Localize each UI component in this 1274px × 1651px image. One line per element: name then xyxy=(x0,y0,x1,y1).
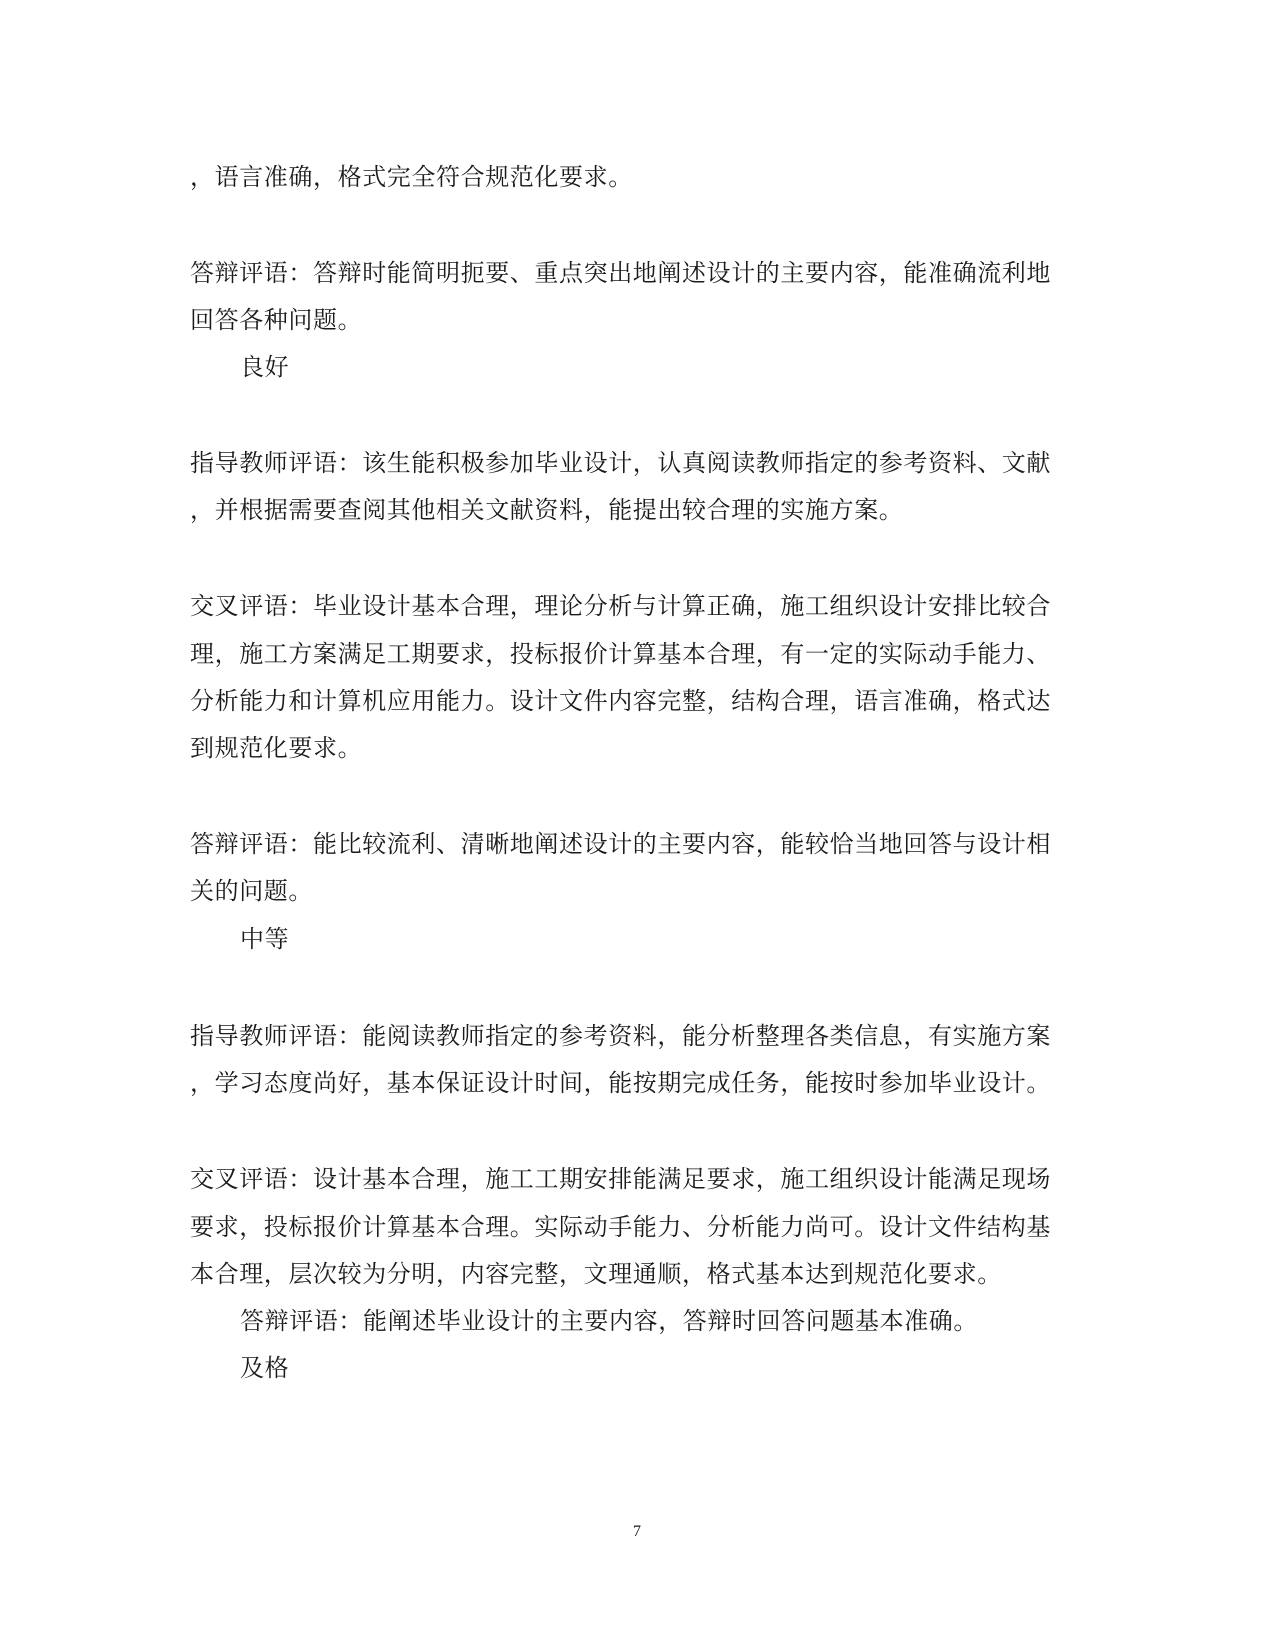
text-line: ，语言准确，格式完全符合规范化要求。 xyxy=(190,163,633,191)
text-line: 要求，投标报价计算基本合理。实际动手能力、分析能力尚可。设计文件结构基 xyxy=(190,1213,1051,1241)
text-line: 关的问题。 xyxy=(190,877,313,905)
grade-heading: 中等 xyxy=(240,925,290,953)
text-line: 交叉评语：设计基本合理，施工工期安排能满足要求，施工组织设计能满足现场 xyxy=(190,1165,1051,1193)
page-number: 7 xyxy=(633,1523,641,1540)
grade-heading: 及格 xyxy=(240,1354,290,1382)
text-line: 指导教师评语：能阅读教师指定的参考资料，能分析整理各类信息，有实施方案 xyxy=(190,1022,1051,1050)
text-line: 答辩评语：能比较流利、清晰地阐述设计的主要内容，能较恰当地回答与设计相 xyxy=(190,830,1051,858)
text-line: ，学习态度尚好，基本保证设计时间，能按期完成任务，能按时参加毕业设计。 xyxy=(190,1069,1051,1097)
text-line: 答辩评语：能阐述毕业设计的主要内容，答辩时回答问题基本准确。 xyxy=(240,1307,978,1335)
text-line: 指导教师评语：该生能积极参加毕业设计，认真阅读教师指定的参考资料、文献 xyxy=(190,449,1051,477)
text-line: 到规范化要求。 xyxy=(190,734,363,762)
text-line: 本合理，层次较为分明，内容完整，文理通顺，格式基本达到规范化要求。 xyxy=(190,1260,1002,1288)
text-line: 答辩评语：答辩时能简明扼要、重点突出地阐述设计的主要内容，能准确流利地 xyxy=(190,259,1051,287)
text-line: 交叉评语：毕业设计基本合理，理论分析与计算正确，施工组织设计安排比较合 xyxy=(190,592,1051,620)
grade-heading: 良好 xyxy=(240,353,290,381)
text-line: 回答各种问题。 xyxy=(190,306,363,334)
text-line: ，并根据需要查阅其他相关文献资料，能提出较合理的实施方案。 xyxy=(190,496,904,524)
text-line: 分析能力和计算机应用能力。设计文件内容完整，结构合理，语言准确，格式达 xyxy=(190,687,1051,715)
text-line: 理，施工方案满足工期要求，投标报价计算基本合理，有一定的实际动手能力、 xyxy=(190,640,1051,668)
